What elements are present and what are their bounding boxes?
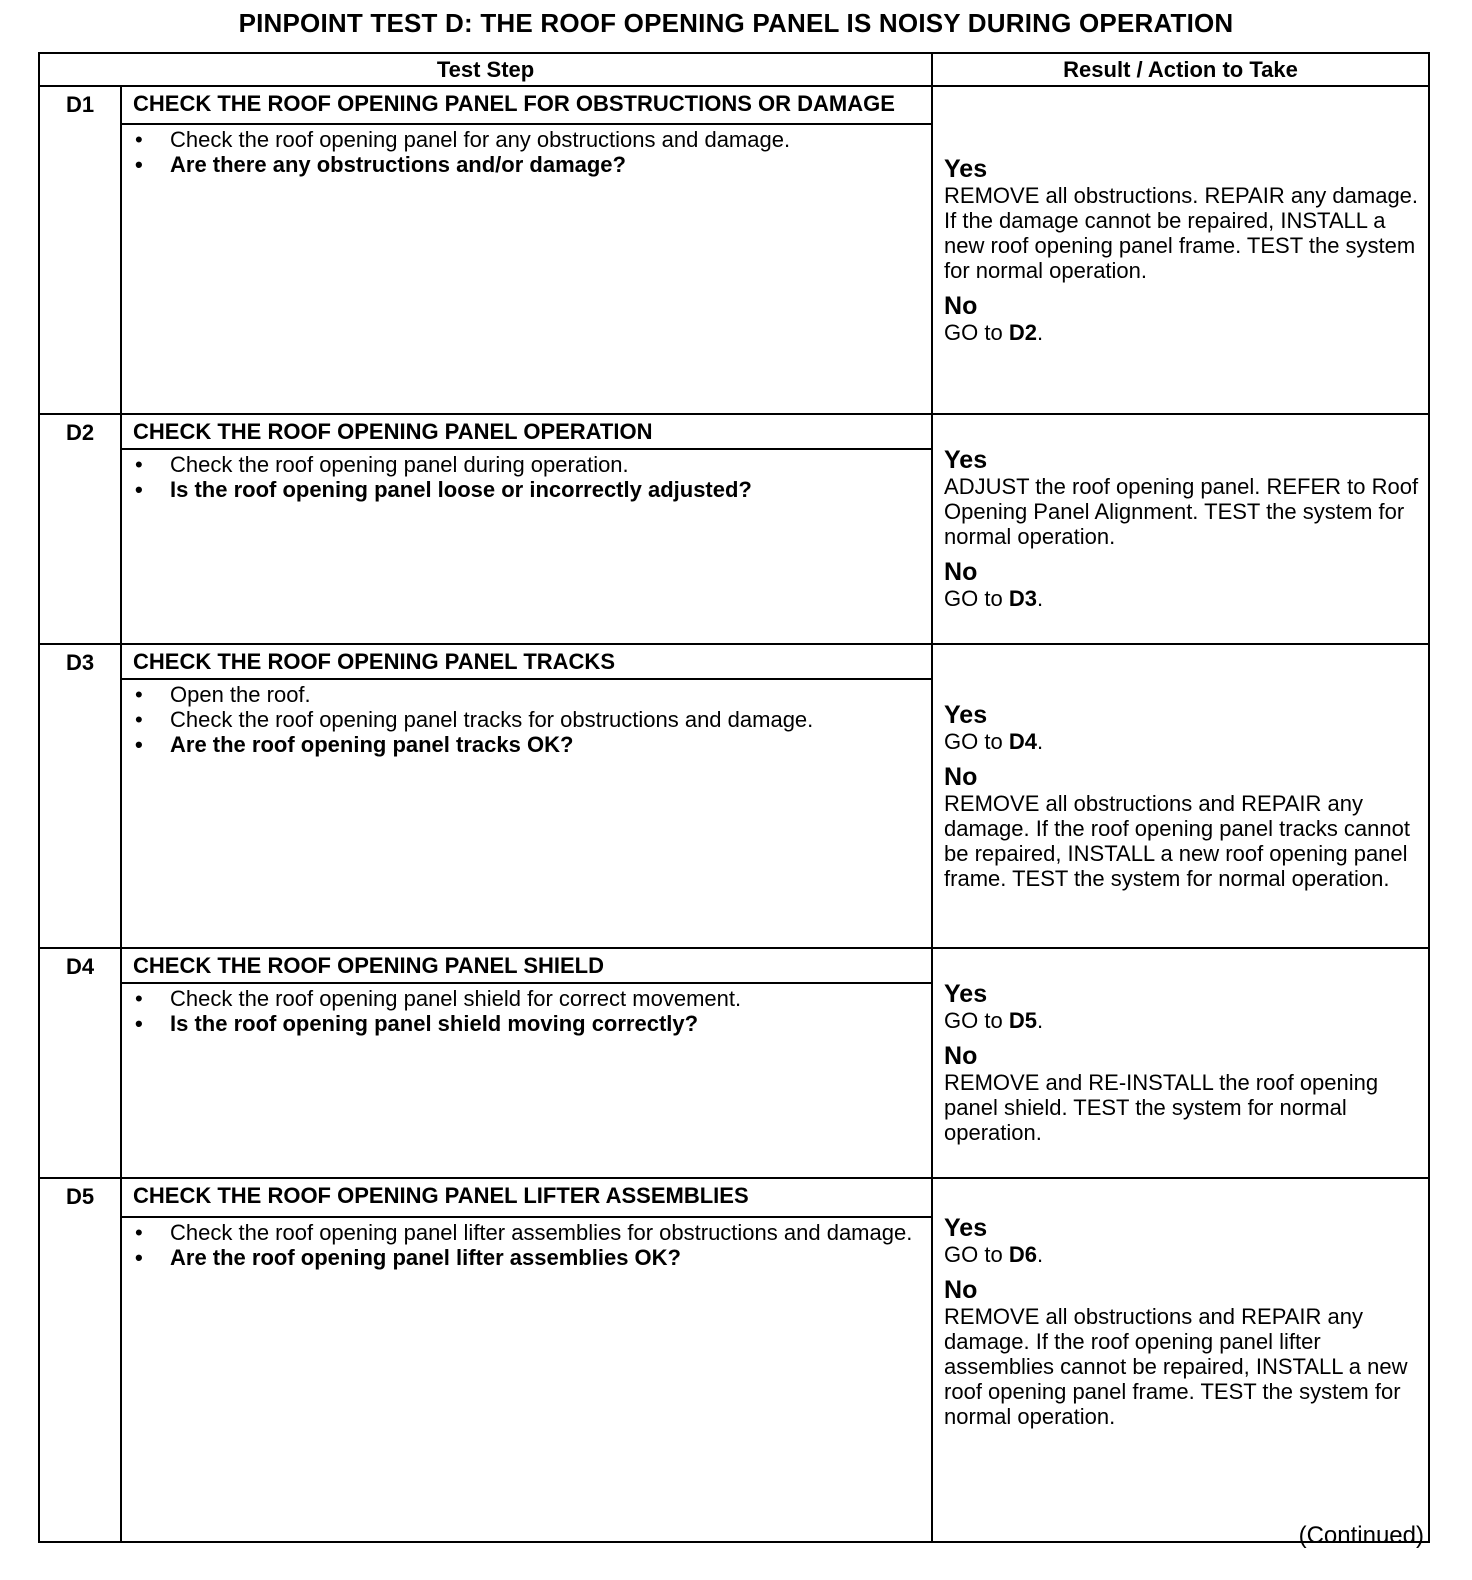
no-label: No (944, 1276, 978, 1304)
step-reference: D3 (1008, 586, 1037, 611)
step-title-row (39, 86, 1429, 124)
no-action: REMOVE and RE-INSTALL the roof opening panel shield. TEST the system for normal operation. (944, 1070, 1379, 1145)
yes-action: REMOVE all obstructions. REPAIR any damage. If the damage cannot be repaired, INSTALL a new roof opening panel frame. TEST the system for normal operation. (944, 182, 1419, 283)
step-question: • Are the roof opening panel tracks OK? (133, 732, 921, 757)
step-reference: D5 (1008, 1008, 1037, 1033)
step-id: D1 (39, 86, 121, 124)
step-result (932, 644, 1429, 948)
step-title: CHECK THE ROOF OPENING PANEL TRACKS (121, 644, 932, 679)
step-bullet-list (133, 986, 921, 1036)
no-action: REMOVE all obstructions and REPAIR any damage. If the roof opening panel tracks cannot be repaired, INSTALL a new roof opening panel frame. TEST the system for normal operation. (944, 790, 1410, 891)
no-label: No (944, 558, 978, 586)
yes-action: GO to D4. (944, 728, 1044, 754)
step-title-row (39, 644, 1429, 679)
yes-label: Yes (944, 700, 988, 729)
step-instruction: • Open the roof. (133, 682, 921, 707)
step-reference: D6 (1008, 1242, 1037, 1267)
step-title-row (39, 414, 1429, 449)
step-reference: D2 (1008, 319, 1037, 345)
step-title: CHECK THE ROOF OPENING PANEL LIFTER ASSEMBLIES (121, 1178, 932, 1217)
step-title: CHECK THE ROOF OPENING PANEL SHIELD (121, 948, 932, 983)
step-instruction: • Check the roof opening panel during operation. (133, 452, 921, 477)
header-test-step: Test Step (39, 53, 932, 86)
page-title: PINPOINT TEST D: THE ROOF OPENING PANEL IS NOISY DURING OPERATION (238, 8, 1234, 38)
no-action: GO to D3. (944, 586, 1044, 611)
step-id: D3 (39, 644, 121, 679)
yes-label: Yes (944, 154, 988, 183)
step-instruction: • Check the roof opening panel tracks for obstructions and damage. (133, 707, 921, 732)
continued-note: (Continued) (1298, 1522, 1424, 1549)
step-question: • Are the roof opening panel lifter assemblies OK? (133, 1245, 921, 1270)
pinpoint-test-table (38, 52, 1430, 1543)
no-action: GO to D2. (944, 319, 1044, 345)
step-title-row (39, 948, 1429, 983)
step-id: D2 (39, 414, 121, 449)
step-result (932, 86, 1429, 414)
step-title: CHECK THE ROOF OPENING PANEL OPERATION (121, 414, 932, 449)
step-body (121, 449, 932, 644)
step-result (932, 948, 1429, 1178)
step-bullet-list (133, 127, 921, 177)
step-question: • Is the roof opening panel shield moving correctly? (133, 1011, 921, 1036)
step-instruction: • Check the roof opening panel lifter assemblies for obstructions and damage. (133, 1220, 921, 1245)
yes-label: Yes (944, 980, 988, 1008)
step-bullet-list (133, 682, 921, 757)
step-id: D4 (39, 948, 121, 983)
step-body (121, 983, 932, 1178)
no-action: REMOVE all obstructions and REPAIR any damage. If the roof opening panel lifter assemblies cannot be repaired, INSTALL a new roof opening panel frame. TEST the system for normal operation. (944, 1304, 1408, 1429)
table-header-row (39, 53, 1429, 86)
step-question: • Are there any obstructions and/or damage? (133, 152, 921, 177)
yes-label: Yes (944, 1214, 988, 1242)
yes-action: ADJUST the roof opening panel. REFER to Roof Opening Panel Alignment. TEST the system for normal operation. (944, 474, 1419, 549)
step-body (121, 124, 932, 414)
step-id: D5 (39, 1178, 121, 1217)
yes-action: GO to D5. (944, 1008, 1044, 1033)
step-bullet-list (133, 452, 921, 502)
no-label: No (944, 291, 978, 320)
step-result (932, 1178, 1429, 1542)
no-label: No (944, 1042, 978, 1070)
step-body (121, 1217, 932, 1542)
step-title: CHECK THE ROOF OPENING PANEL FOR OBSTRUCTIONS OR DAMAGE (121, 86, 932, 124)
header-result: Result / Action to Take (932, 53, 1429, 86)
step-instruction: • Check the roof opening panel for any obstructions and damage. (133, 127, 921, 152)
step-reference: D4 (1008, 728, 1037, 754)
yes-action: GO to D6. (944, 1242, 1044, 1267)
no-label: No (944, 762, 978, 791)
step-title-row (39, 1178, 1429, 1217)
step-result (932, 414, 1429, 644)
yes-label: Yes (944, 446, 988, 474)
step-body (121, 679, 932, 948)
step-question: • Is the roof opening panel loose or incorrectly adjusted? (133, 477, 921, 502)
step-bullet-list (133, 1220, 921, 1270)
step-instruction: • Check the roof opening panel shield for correct movement. (133, 986, 921, 1011)
